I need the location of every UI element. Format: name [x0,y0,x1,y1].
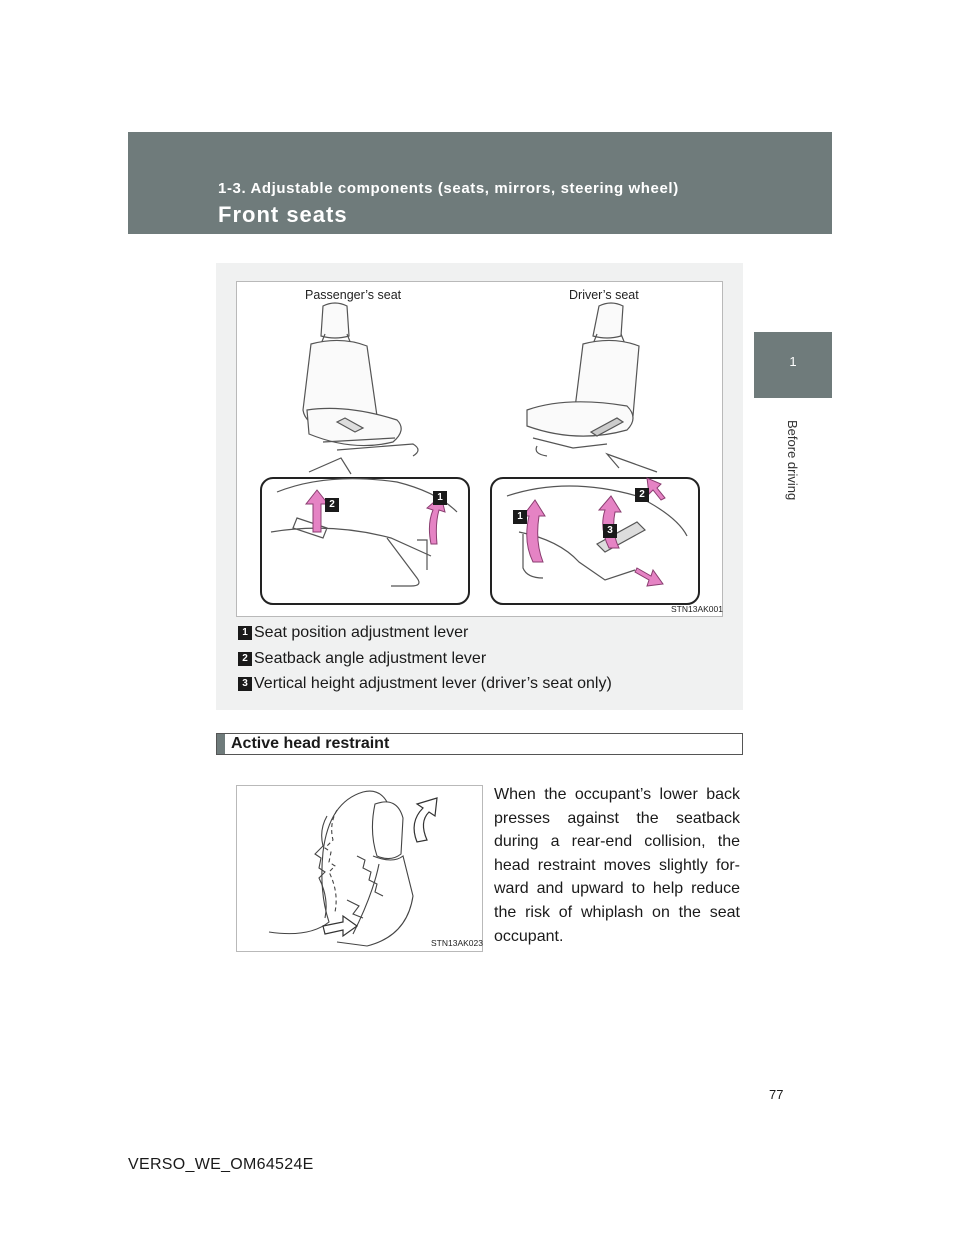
legend-text-1: Seat position adjustment lever [254,624,469,641]
legend-text-3: Vertical height adjustment lever (driver’s seat only) [254,675,612,692]
seat-illustration [236,281,723,617]
legend-item-2 [238,650,486,668]
subsection-title: Active head restraint [231,735,390,752]
lever-badge-2-driver: 2 [635,488,649,502]
head-restraint-drawing [237,786,484,953]
head-restraint-description: When the occupant’s lower back presses against the seatback during a rear-end collision, the head restraint moves slightly forward and upward to help reduce the risk of whiplash on the seat occupant. [494,786,740,945]
legend-badge-2: 2 [238,652,252,666]
legend-badge-1: 1 [238,626,252,640]
subsection-bar [217,734,225,754]
lever-badge-2-passenger: 2 [325,498,339,512]
page-title: Front seats [218,202,348,227]
figure-code: STN13AK001 [671,604,723,614]
passenger-seat-icon [303,303,418,456]
subsection-heading [216,733,743,755]
head-restraint-illustration [236,785,483,952]
driver-seat-caption: Driver’s seat [569,288,639,302]
section-label: 1-3. Adjustable components (seats, mirrors, steering wheel) [218,180,679,197]
passenger-seat-caption: Passenger’s seat [305,288,402,302]
driver-seat-icon [527,303,639,456]
legend-item-1 [238,624,468,642]
legend-item-3 [238,675,612,693]
lever-badge-1-passenger: 1 [433,491,447,505]
legend-text-2: Seatback angle adjustment lever [254,650,487,667]
figure2-code: STN13AK023 [431,938,483,948]
legend-badge-3: 3 [238,677,252,691]
lever-badge-3-driver: 3 [603,524,617,538]
seat-drawing [237,282,724,618]
chapter-label-text: Before driving [785,420,800,501]
lever-badge-1-driver: 1 [513,510,527,524]
chapter-tab[interactable] [754,332,832,398]
chapter-number: 1 [789,354,797,369]
document-code: VERSO_WE_OM64524E [128,1156,314,1173]
section-header [128,132,832,234]
chapter-label [784,420,802,520]
page-number: 77 [769,1087,784,1102]
